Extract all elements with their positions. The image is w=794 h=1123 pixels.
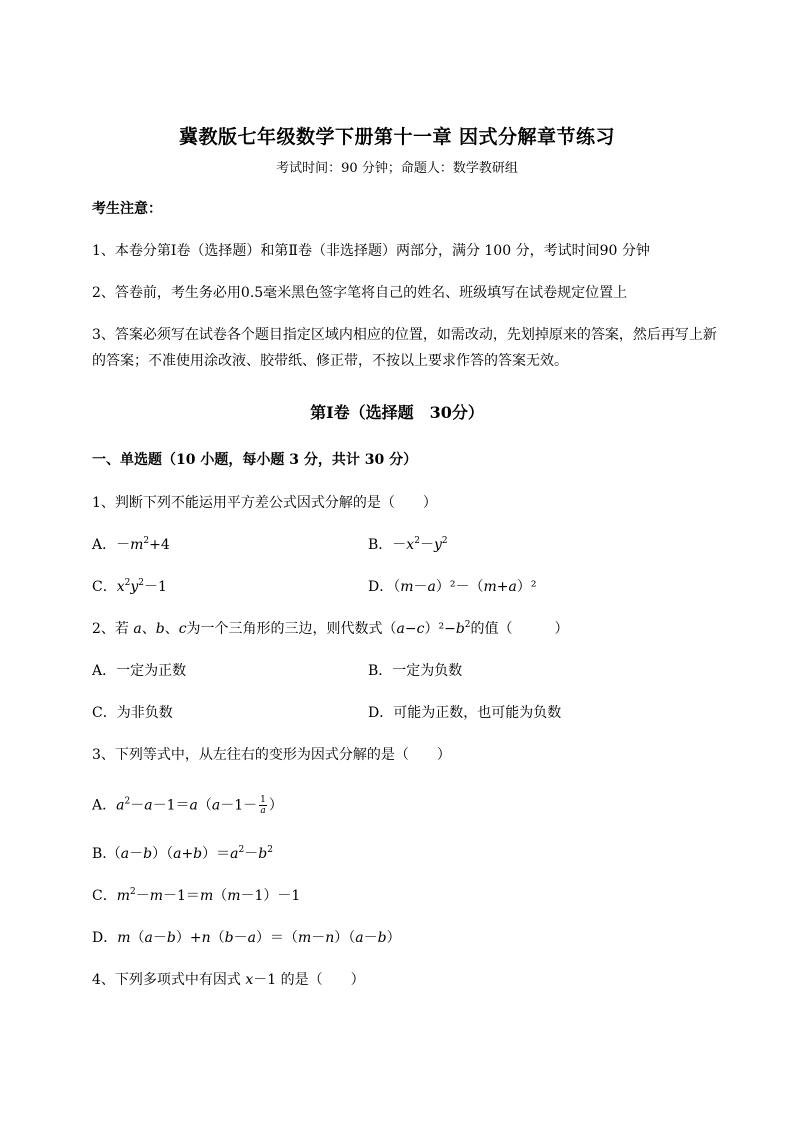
question-1-option-d[interactable]: D．（m－a）²－（m+a）² [368,579,537,595]
fraction-one-over-a: $\frac{1}{a}$ [260,795,266,816]
question-2-option-a[interactable]: A．一定为正数 [92,663,187,679]
question-3-option-a[interactable]: A．$a^2-a-1=a(a-1-$ $\frac{1}{a}$ ） [92,795,283,816]
question-2-stem: 2、若 a、b、c为一个三角形的三边，则代数式$(a-c)^2-b^2$的值（ ） [92,620,569,637]
question-3-stem: 3、下列等式中，从左往右的变形为因式分解的是（ ） [92,747,451,763]
question-1-option-b[interactable]: B．$-x^2-y^2$ [368,536,448,553]
question-3-option-b[interactable]: $B.(a-b)(a+b)=a^2-b^2$ [92,845,273,862]
notice-heading: 考生注意： [92,201,162,217]
notice-item-2: 2、答卷前，考生务必用0.5毫米黑色签字笔将自己的姓名、班级填写在试卷规定位置上 [92,285,628,301]
question-4-stem: 4、下列多项式中有因式 x－1 的是（ ） [92,972,365,988]
question-2-option-b[interactable]: B．一定为负数 [368,663,463,679]
notice-item-3-cont: 的答案；不准使用涂改液、胶带纸、修正带，不按以上要求作答的答案无效。 [92,353,568,369]
part-heading: 一、单选题（10 小题，每小题 3 分，共计 30 分） [92,452,418,468]
question-1-option-a[interactable]: A．$-m^2+4$ [92,536,170,553]
question-1-stem: 1、判断下列不能运用平方差公式因式分解的是（ ） [92,495,437,511]
question-3-option-d[interactable]: D．m（a－b）+n（b－a）＝（m－n）（a－b） [92,930,401,946]
question-1-option-c[interactable]: C．$x^2y^2-1$ [92,578,167,595]
notice-item-3: 3、答案必须写在试卷各个题目指定区域内相应的位置，如需改动，先划掉原来的答案，然后再写上新 [92,327,717,343]
section-title: 第Ⅰ卷（选择题 30分） [310,403,484,422]
question-2-option-d[interactable]: D．可能为正数，也可能为负数 [368,705,562,721]
question-2-option-c[interactable]: C．为非负数 [92,705,173,721]
exam-info: 考试时间：90 分钟；命题人：数学教研组 [276,161,518,176]
page-title: 冀教版七年级数学下册第十一章 因式分解章节练习 [178,126,616,148]
question-3-option-c[interactable]: C．$m^2-m-1=m(m-1)-1$ [92,887,301,904]
notice-item-1: 1、本卷分第Ⅰ卷（选择题）和第Ⅱ卷（非选择题）两部分，满分 100 分，考试时间90 分钟 [92,243,650,259]
